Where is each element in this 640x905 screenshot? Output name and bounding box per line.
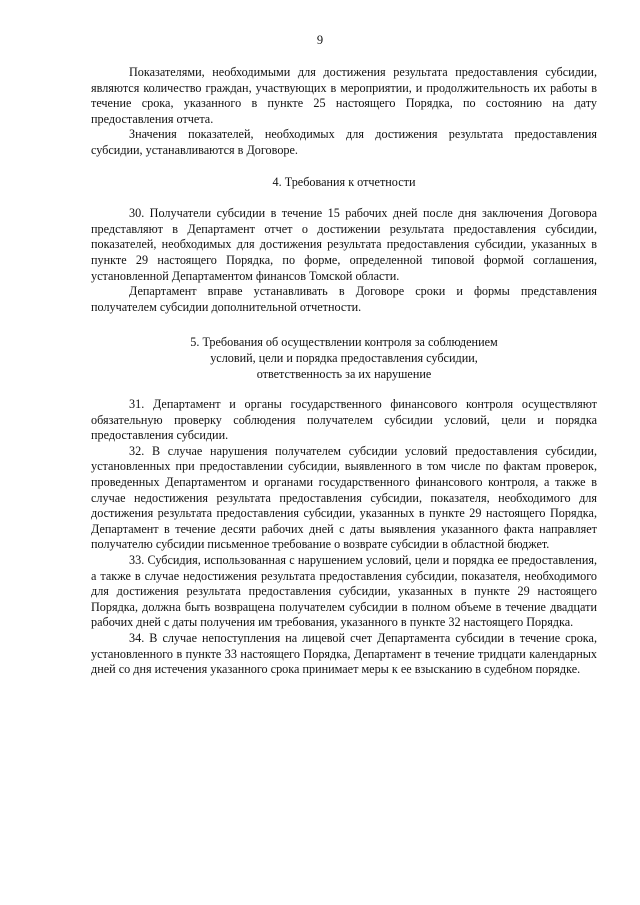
- section-5-heading-line: условий, цели и порядка предоставления субсидии,: [210, 350, 478, 365]
- clause-32: 32. В случае нарушения получателем субсидии условий предоставления субсидии, установленных при предоставлении субсидии, выявленного в том числе по фактам проверок, проведенных Департаментом и органами государственного финансового контроля, а также в случае недостижения результата предоставления субсидии, показателя, необходимого для достижения результата предоставления субсидии, указанных в пункте 29 настоящего Порядка, Департамент в течение десяти рабочих дней с даты выявления указанного факта направляет получателю субсидии письменное требование о возврате субсидии в областной бюджет.: [91, 443, 597, 552]
- section-5-heading-line: ответственность за их нарушение: [256, 366, 432, 381]
- section-4-heading: 4. Требования к отчетности: [272, 174, 416, 189]
- clause-33: 33. Субсидия, использованная с нарушением условий, цели и порядка ее предоставления, а также в случае недостижения результата предоставления субсидии, показателя, необходимого для достижения результата предоставления субсидии, указанных в пункте 29 настоящего Порядка, должна быть возвращена получателем субсидии в полном объеме в течение двадцати рабочих дней с даты получения им требования, указанного в пункте 32 настоящего Порядка.: [91, 553, 597, 630]
- clause-31: 31. Департамент и органы государственного финансового контроля осуществляют обязательную проверку соблюдения получателем субсидии условий, цели и порядка предоставления субсидии.: [91, 397, 597, 443]
- section-5-heading: [91, 335, 597, 382]
- section-5-heading-line: 5. Требования об осуществлении контроля за соблюдением: [190, 335, 498, 350]
- document-body: [91, 65, 597, 678]
- intro-paragraph-indicators: Показателями, необходимыми для достижения результата предоставления субсидии, являются количество граждан, участвующих в мероприятии, и продолжительность их работы в течение срока, указанного в пункте 25 настоящего Порядка, по состоянию на дату предоставления отчета.: [91, 65, 597, 126]
- clause-34: 34. В случае непоступления на лицевой счет Департамента субсидии в течение срока, установленного в пункте 33 настоящего Порядка, Департамент в течение тридцати календарных дней со дня истечения указанного срока принимает меры к ее взысканию в судебном порядке.: [91, 631, 597, 677]
- clause-30: 30. Получатели субсидии в течение 15 рабочих дней после дня заключения Договора представляют в Департамент отчет о достижении результата предоставления субсидии, показателей, необходимых для достижения результата предоставления субсидии, указанных в пункте 29 настоящего Порядка, по форме, определенной типовой формой соглашения, установленной Департаментом финансов Томской области.: [91, 206, 597, 283]
- page-number: 9: [316, 33, 324, 47]
- intro-paragraph-values: Значения показателей, необходимых для достижения результата предоставления субсидии, устанавливаются в Договоре.: [91, 127, 597, 157]
- section-4-paragraph-additional-reporting: Департамент вправе устанавливать в Договоре сроки и формы представления получателем субсидии дополнительной отчетности.: [91, 284, 597, 314]
